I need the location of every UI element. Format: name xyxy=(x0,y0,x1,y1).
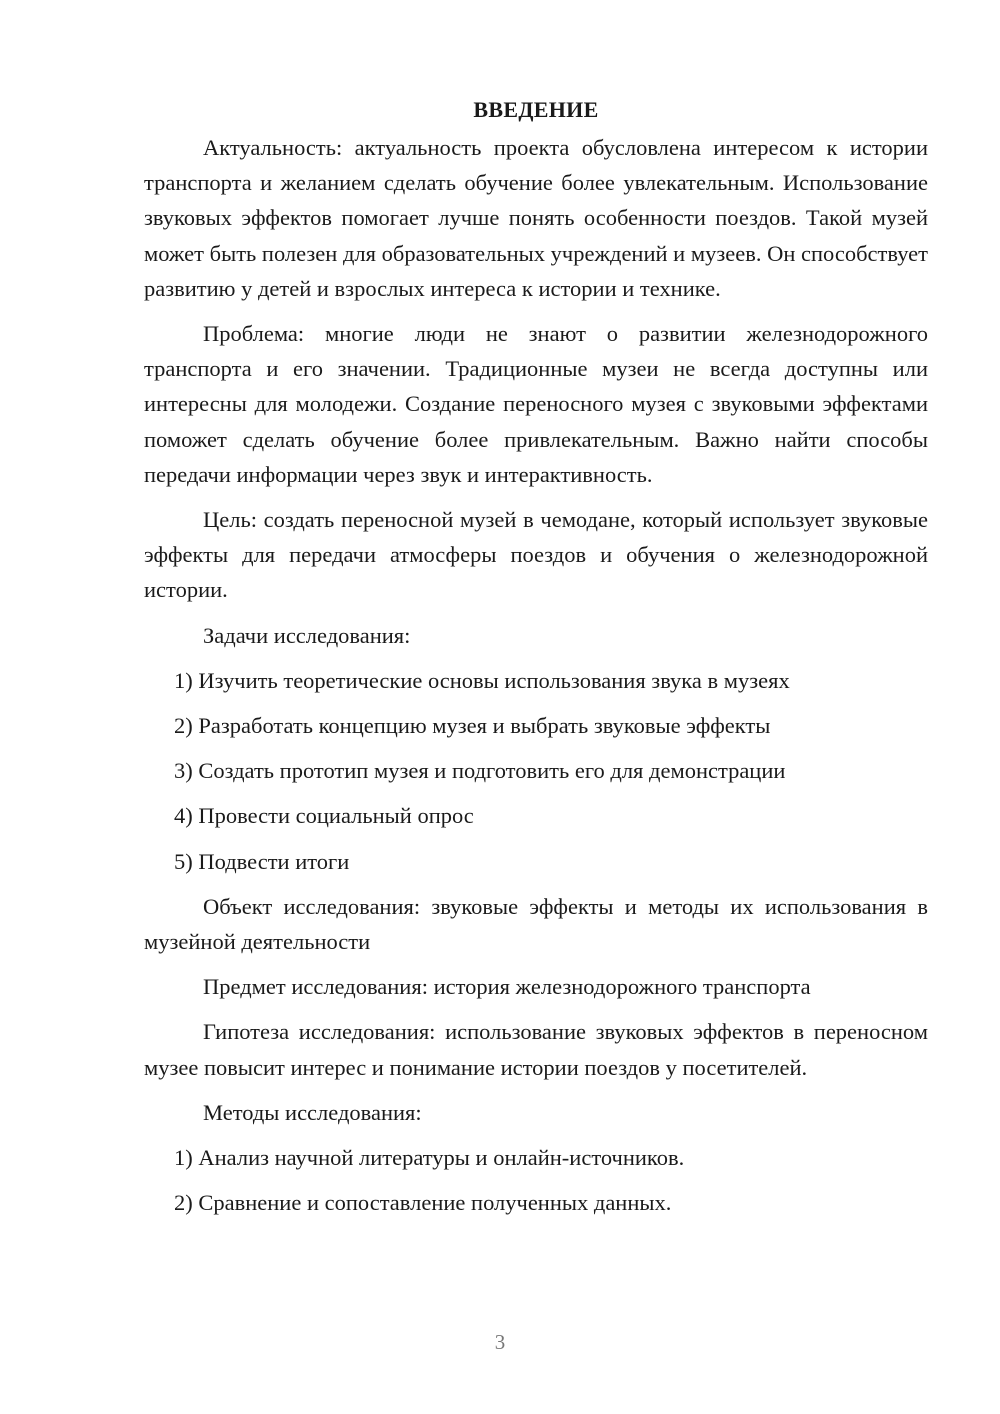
tasks-list xyxy=(144,663,928,879)
method-item: 2) Сравнение и сопоставление полученных данных. xyxy=(174,1190,672,1216)
methods-list xyxy=(144,1140,928,1220)
section-title: ВВЕДЕНИЕ xyxy=(473,97,599,122)
relevance-paragraph: Актуальность: актуальность проекта обусловлена интересом к истории транспорта и желанием сделать обучение более увлекательным. Использование звуковых эффектов помогает лучше понять особенности поездов. Такой музей может быть полезен для образовательных учреждений и музеев. Он способствует развитию у детей и взрослых интереса к истории и технике. xyxy=(144,135,928,301)
task-item: 2) Разработать концепцию музея и выбрать звуковые эффекты xyxy=(174,713,771,739)
method-item: 1) Анализ научной литературы и онлайн-источников. xyxy=(174,1145,685,1171)
task-item: 5) Подвести итоги xyxy=(174,848,350,874)
tasks-heading: Задачи исследования: xyxy=(203,622,411,648)
problem-paragraph: Проблема: многие люди не знают о развитии железнодорожного транспорта и его значении. Традиционные музеи не всегда доступны или интересны для молодежи. Создание переносного музея с звуковыми эффектами поможет сделать обучение более привлекательным. Важно найти способы передачи информации через звук и интерактивность. xyxy=(144,321,928,487)
object-paragraph: Объект исследования: звуковые эффекты и методы их использования в музейной деятельности xyxy=(144,893,928,955)
document-page xyxy=(144,92,928,1230)
page-number: 3 xyxy=(494,1330,506,1354)
goal-paragraph: Цель: создать переносной музей в чемодане, который использует звуковые эффекты для передачи атмосферы поездов и обучения о железнодорожной истории. xyxy=(144,507,928,603)
hypothesis-paragraph: Гипотеза исследования: использование звуковых эффектов в переносном музее повысит интерес и понимание истории поездов у посетителей. xyxy=(144,1019,928,1080)
methods-heading: Методы исследования: xyxy=(203,1099,422,1125)
task-item: 4) Провести социальный опрос xyxy=(174,803,474,829)
subject-paragraph: Предмет исследования: история железнодорожного транспорта xyxy=(203,974,811,1000)
task-item: 3) Создать прототип музея и подготовить его для демонстрации xyxy=(174,758,786,784)
task-item: 1) Изучить теоретические основы использования звука в музеях xyxy=(174,667,790,693)
